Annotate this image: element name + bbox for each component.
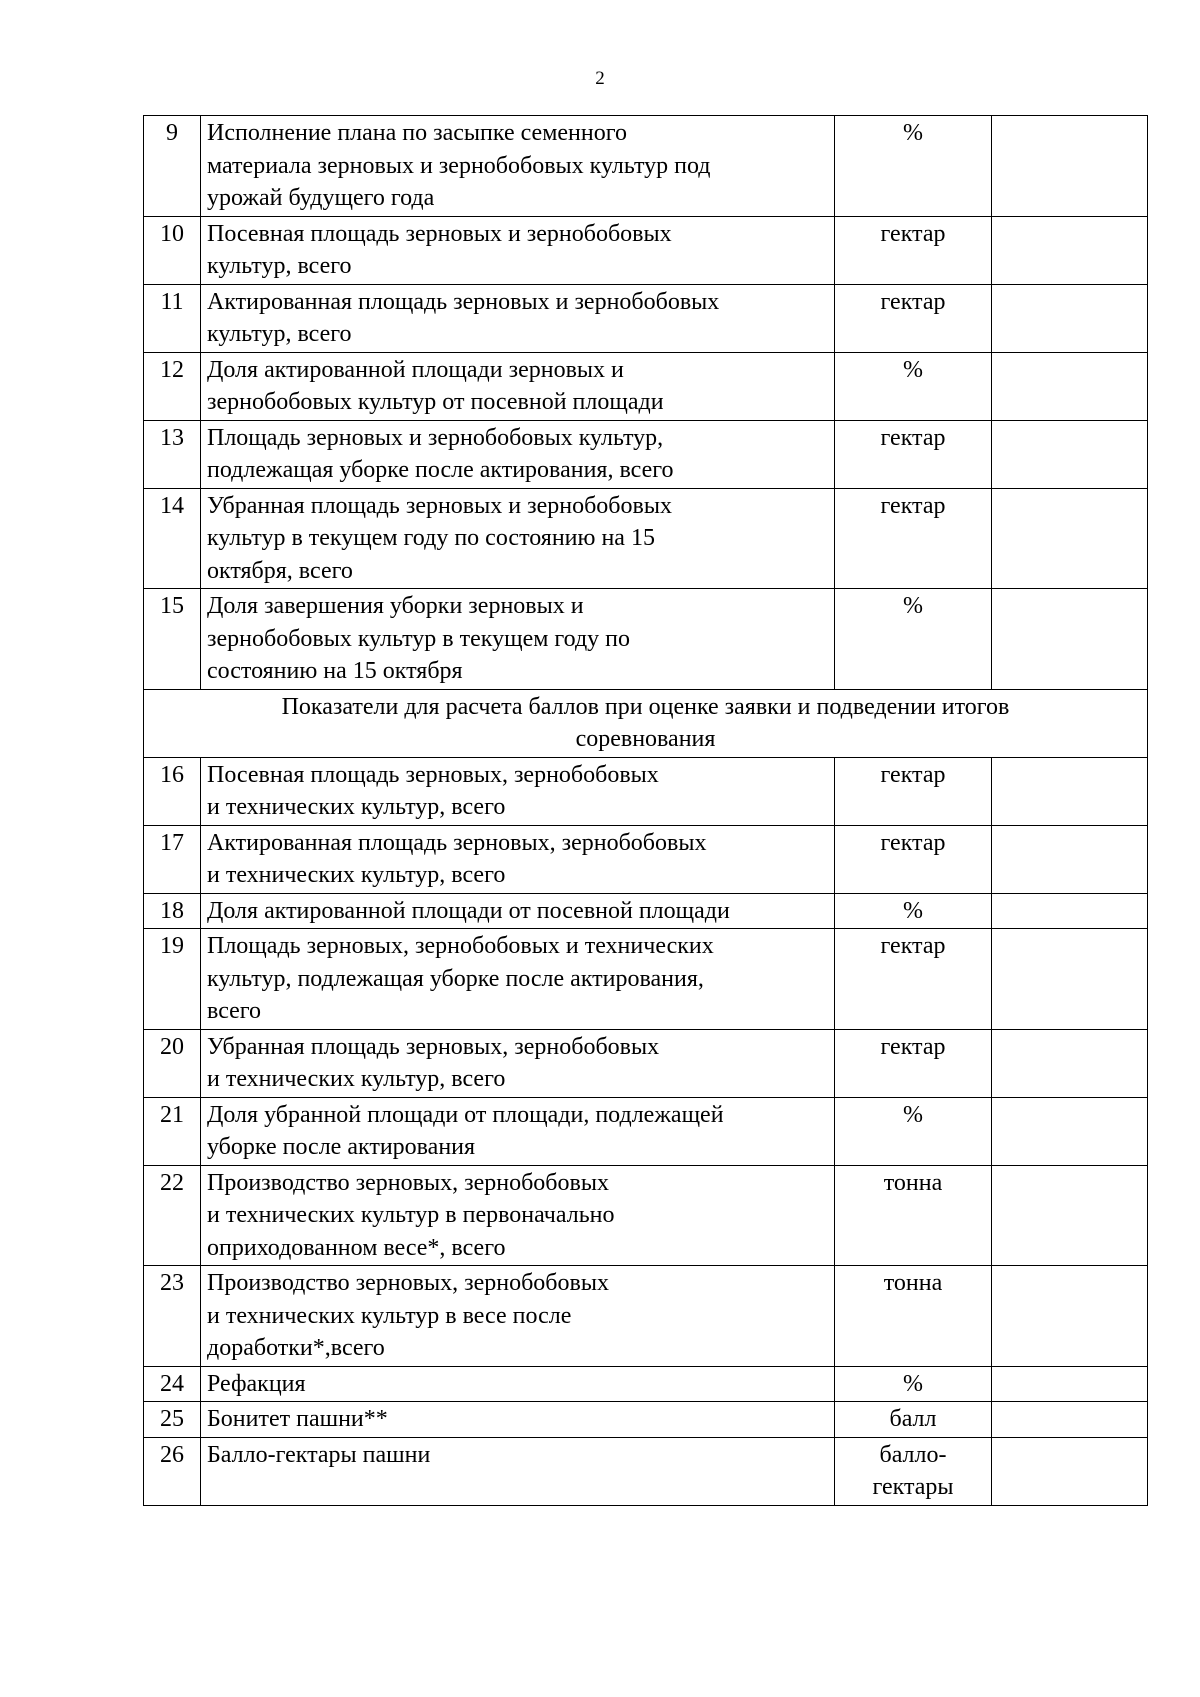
indicator-name: [201, 1165, 835, 1266]
cell-text-line: %: [903, 1101, 923, 1128]
row-number: 24: [144, 1366, 201, 1402]
row-number: 15: [144, 589, 201, 690]
value-cell[interactable]: [992, 1266, 1148, 1367]
cell-text-line: и технических культур, всего: [207, 794, 506, 820]
cell-text-line: Доля актированной площади от посевной площади: [207, 897, 730, 924]
table-row: [144, 1097, 1148, 1165]
table-row: [144, 488, 1148, 589]
cell-text-line: Производство зерновых, зернобобовых: [207, 1270, 609, 1296]
table-row: [144, 1029, 1148, 1097]
value-cell[interactable]: [992, 1029, 1148, 1097]
cell-text-line: %: [903, 1370, 923, 1397]
unit-of-measure: [835, 1097, 992, 1165]
cell-text-line: подлежащая уборке после актирования, всего: [207, 457, 674, 483]
indicator-name: [201, 1029, 835, 1097]
row-number: 17: [144, 825, 201, 893]
table-row: [144, 352, 1148, 420]
value-cell[interactable]: [992, 893, 1148, 929]
value-cell[interactable]: [992, 1366, 1148, 1402]
cell-text-line: материала зерновых и зернобобовых культур под: [207, 152, 711, 179]
table-row: [144, 1165, 1148, 1266]
cell-text-line: культур, всего: [207, 253, 352, 279]
table-row: [144, 1437, 1148, 1505]
table-row: [144, 1366, 1148, 1402]
unit-of-measure: [835, 893, 992, 929]
cell-text-line: гектар: [880, 492, 946, 519]
row-number: 18: [144, 893, 201, 929]
cell-text-line: балло-: [879, 1441, 947, 1468]
section-header: [144, 689, 1148, 757]
cell-text-line: гектар: [880, 829, 946, 856]
table-row: [144, 284, 1148, 352]
unit-of-measure: [835, 1366, 992, 1402]
indicator-name: [201, 757, 835, 825]
row-number: 25: [144, 1402, 201, 1438]
indicator-name: [201, 825, 835, 893]
row-number: 12: [144, 352, 201, 420]
cell-text-line: культур, подлежащая уборке после актирования,: [207, 965, 704, 992]
row-number: 19: [144, 929, 201, 1030]
value-cell[interactable]: [992, 216, 1148, 284]
unit-of-measure: [835, 589, 992, 690]
value-cell[interactable]: [992, 116, 1148, 217]
row-number: 14: [144, 488, 201, 589]
row-number: 20: [144, 1029, 201, 1097]
cell-text-line: и технических культур в первоначально: [207, 1202, 615, 1228]
value-cell[interactable]: [992, 825, 1148, 893]
table-row: [144, 893, 1148, 929]
indicator-name: [201, 1097, 835, 1165]
row-number: 16: [144, 757, 201, 825]
unit-of-measure: [835, 488, 992, 589]
indicators-table: [143, 115, 1148, 1506]
cell-text-line: %: [903, 897, 923, 924]
page-number: 2: [595, 68, 605, 89]
value-cell[interactable]: [992, 1097, 1148, 1165]
unit-of-measure: [835, 284, 992, 352]
cell-text-line: Показатели для расчета баллов при оценке заявки и подведении итогов: [281, 693, 1010, 720]
cell-text-line: гектары: [872, 1474, 954, 1500]
indicators-table-body: [144, 116, 1148, 1506]
indicator-name: [201, 216, 835, 284]
cell-text-line: гектар: [880, 1033, 946, 1060]
table-row: [144, 929, 1148, 1030]
cell-text-line: Актированная площадь зерновых, зернобобовых: [207, 829, 707, 856]
indicator-name: [201, 488, 835, 589]
row-number: 26: [144, 1437, 201, 1505]
table-row: [144, 825, 1148, 893]
cell-text-line: %: [903, 356, 923, 383]
table-row: [144, 1266, 1148, 1367]
cell-text-line: Посевная площадь зерновых и зернобобовых: [207, 220, 672, 247]
section-header-row: [144, 689, 1148, 757]
cell-text-line: Посевная площадь зерновых, зернобобовых: [207, 761, 659, 788]
unit-of-measure: [835, 1437, 992, 1505]
indicator-name: [201, 1266, 835, 1367]
indicator-name: [201, 929, 835, 1030]
cell-text-line: оприходованном весе*, всего: [207, 1234, 506, 1261]
table-row: [144, 757, 1148, 825]
cell-text-line: Площадь зерновых и зернобобовых культур,: [207, 424, 664, 451]
cell-text-line: Площадь зерновых, зернобобовых и технических: [207, 933, 714, 959]
indicator-name: [201, 284, 835, 352]
cell-text-line: гектар: [880, 933, 946, 959]
cell-text-line: Исполнение плана по засыпке семенного: [207, 120, 627, 146]
cell-text-line: тонна: [883, 1270, 943, 1296]
cell-text-line: октября, всего: [207, 557, 353, 584]
cell-text-line: Актированная площадь зерновых и зернобобовых: [207, 288, 720, 315]
cell-text-line: Убранная площадь зерновых, зернобобовых: [207, 1033, 660, 1060]
cell-text-line: культур, всего: [207, 321, 352, 347]
cell-text-line: и технических культур, всего: [207, 1066, 506, 1092]
unit-of-measure: [835, 825, 992, 893]
unit-of-measure: [835, 1266, 992, 1367]
row-number: 23: [144, 1266, 201, 1367]
row-number: 21: [144, 1097, 201, 1165]
row-number: 22: [144, 1165, 201, 1266]
cell-text-line: уборке после актирования: [207, 1134, 476, 1160]
cell-text-line: всего: [207, 998, 262, 1024]
cell-text-line: тонна: [883, 1169, 943, 1196]
table-row: [144, 1402, 1148, 1438]
unit-of-measure: [835, 216, 992, 284]
indicator-name: [201, 352, 835, 420]
value-cell[interactable]: [992, 589, 1148, 690]
cell-text-line: Убранная площадь зерновых и зернобобовых: [207, 492, 672, 519]
value-cell[interactable]: [992, 420, 1148, 488]
indicator-name: [201, 589, 835, 690]
cell-text-line: гектар: [880, 424, 946, 451]
cell-text-line: доработки*,всего: [207, 1335, 385, 1361]
value-cell[interactable]: [992, 1165, 1148, 1266]
indicator-name: [201, 1402, 835, 1438]
cell-text-line: Рефакция: [207, 1370, 306, 1397]
unit-of-measure: [835, 352, 992, 420]
cell-text-line: Доля убранной площади от площади, подлежащей: [207, 1101, 724, 1128]
cell-text-line: Бонитет пашни**: [207, 1406, 388, 1432]
indicator-name: [201, 1437, 835, 1505]
cell-text-line: %: [903, 593, 923, 619]
value-cell[interactable]: [992, 1402, 1148, 1438]
cell-text-line: культур в текущем году по состоянию на 15: [207, 525, 655, 551]
indicator-name: [201, 893, 835, 929]
row-number: 11: [144, 284, 201, 352]
unit-of-measure: [835, 1029, 992, 1097]
cell-text-line: балл: [889, 1406, 937, 1432]
table-row: [144, 589, 1148, 690]
table-row: [144, 420, 1148, 488]
value-cell[interactable]: [992, 488, 1148, 589]
cell-text-line: Доля актированной площади зерновых и: [207, 356, 624, 383]
value-cell[interactable]: [992, 1437, 1148, 1505]
indicator-name: [201, 420, 835, 488]
cell-text-line: и технических культур, всего: [207, 862, 506, 888]
row-number: 13: [144, 420, 201, 488]
value-cell[interactable]: [992, 757, 1148, 825]
unit-of-measure: [835, 757, 992, 825]
row-number: 10: [144, 216, 201, 284]
unit-of-measure: [835, 116, 992, 217]
table-row: [144, 216, 1148, 284]
cell-text-line: состоянию на 15 октября: [207, 658, 463, 684]
cell-text-line: Балло-гектары пашни: [207, 1441, 431, 1468]
cell-text-line: зернобобовых культур в текущем году по: [207, 625, 631, 652]
cell-text-line: Доля завершения уборки зерновых и: [207, 593, 584, 619]
indicator-name: [201, 1366, 835, 1402]
cell-text-line: %: [903, 120, 923, 146]
unit-of-measure: [835, 929, 992, 1030]
cell-text-line: урожай будущего года: [207, 185, 435, 211]
cell-text-line: гектар: [880, 761, 946, 788]
cell-text-line: гектар: [880, 220, 946, 247]
row-number: 9: [144, 116, 201, 217]
cell-text-line: и технических культур в весе после: [207, 1302, 572, 1329]
value-cell[interactable]: [992, 284, 1148, 352]
value-cell[interactable]: [992, 929, 1148, 1030]
unit-of-measure: [835, 1165, 992, 1266]
value-cell[interactable]: [992, 352, 1148, 420]
cell-text-line: гектар: [880, 288, 946, 315]
table-row: [144, 116, 1148, 217]
cell-text-line: соревнования: [575, 726, 716, 752]
indicator-name: [201, 116, 835, 217]
cell-text-line: Производство зерновых, зернобобовых: [207, 1169, 609, 1196]
unit-of-measure: [835, 420, 992, 488]
unit-of-measure: [835, 1402, 992, 1438]
cell-text-line: зернобобовых культур от посевной площади: [207, 389, 664, 415]
